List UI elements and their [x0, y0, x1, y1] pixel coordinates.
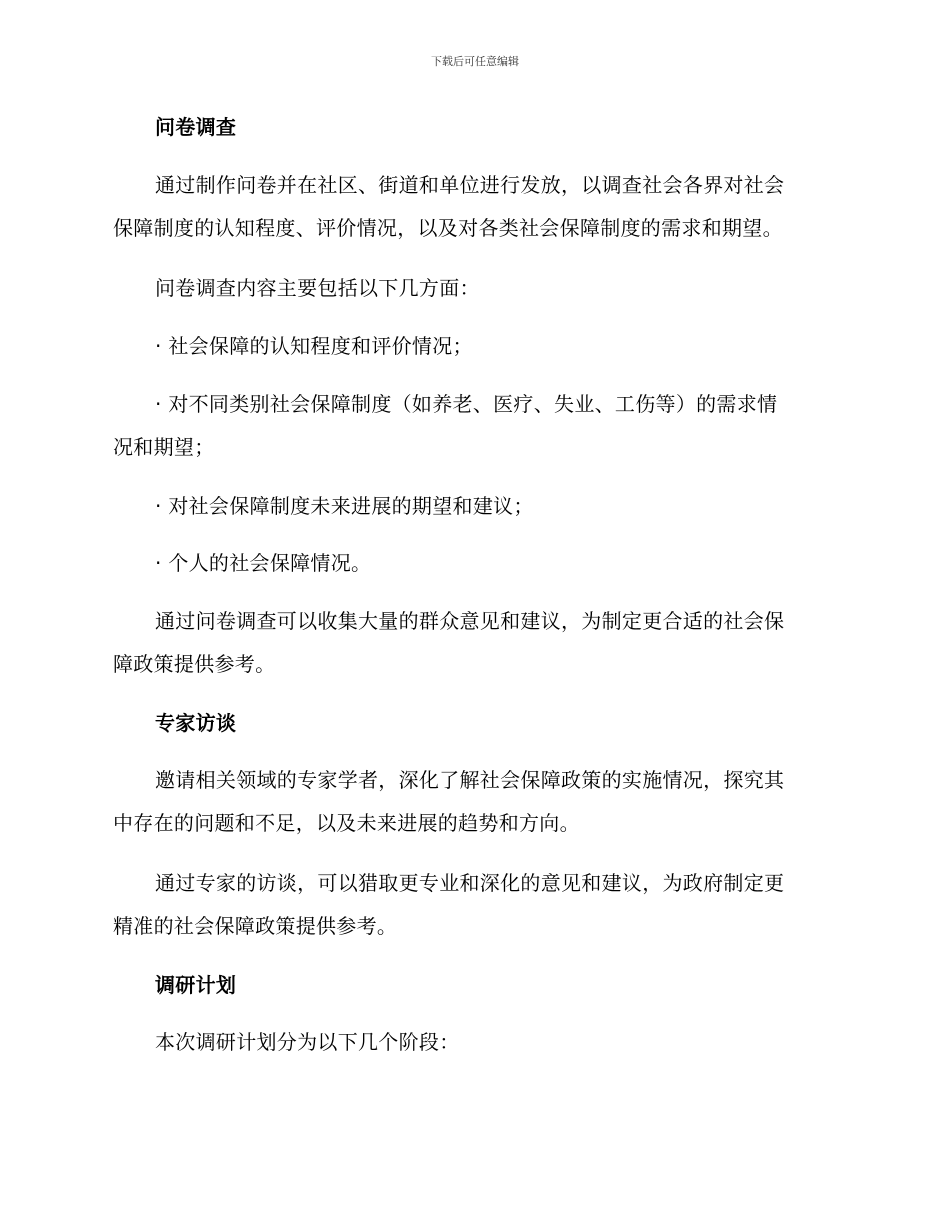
paragraph-research-plan	[113, 1021, 833, 1064]
paragraph-line: 问卷调查内容主要包括以下几方面：	[155, 276, 480, 300]
bullet-item-2	[113, 383, 833, 469]
paragraph-line: 中存在的问题和不足，以及未来进展的趋势和方向。	[113, 811, 580, 835]
paragraph-line: 障政策提供参考。	[113, 652, 276, 676]
paragraph-line: 保障制度的认知程度、评价情况，以及对各类社会保障制度的需求和期望。	[113, 216, 783, 240]
paragraph-line: 通过专家的访谈，可以猎取更专业和深化的意见和建议，为政府制定更	[155, 871, 785, 895]
paragraph-line: 精准的社会保障政策提供参考。	[113, 914, 398, 938]
bullet-line: · 对不同类别社会保障制度（如养老、医疗、失业、工伤等）的需求情	[155, 392, 778, 416]
paragraph-expert-intro	[113, 759, 833, 845]
paragraph-questionnaire-content	[113, 267, 833, 310]
heading-text: 专家访谈	[155, 711, 237, 735]
paragraph-line: 本次调研计划分为以下几个阶段：	[155, 1030, 460, 1054]
bullet-line: · 社会保障的认知程度和评价情况；	[155, 334, 473, 358]
section-heading-questionnaire	[113, 106, 833, 149]
heading-text: 问卷调查	[155, 115, 237, 139]
page-header: 下载后可任意编辑	[431, 55, 519, 68]
bullet-item-4	[113, 542, 833, 585]
bullet-item-3	[113, 485, 833, 528]
paragraph-line: 通过问卷调查可以收集大量的群众意见和建议，为制定更合适的社会保	[155, 609, 785, 633]
bullet-item-1	[113, 325, 833, 368]
heading-text: 调研计划	[155, 973, 237, 997]
paragraph-line: 通过制作问卷并在社区、街道和单位进行发放，以调查社会各界对社会	[155, 173, 785, 197]
bullet-line: · 对社会保障制度未来进展的期望和建议；	[155, 494, 534, 518]
paragraph-line: 邀请相关领域的专家学者，深化了解社会保障政策的实施情况，探究其	[155, 768, 785, 792]
section-heading-expert-interview	[113, 702, 833, 745]
section-heading-research-plan	[113, 964, 833, 1007]
paragraph-expert-summary	[113, 862, 833, 948]
bullet-line: 况和期望；	[113, 435, 215, 459]
bullet-line: · 个人的社会保障情况。	[155, 551, 372, 575]
paragraph-questionnaire-summary	[113, 600, 833, 686]
paragraph-questionnaire-intro	[113, 164, 833, 250]
